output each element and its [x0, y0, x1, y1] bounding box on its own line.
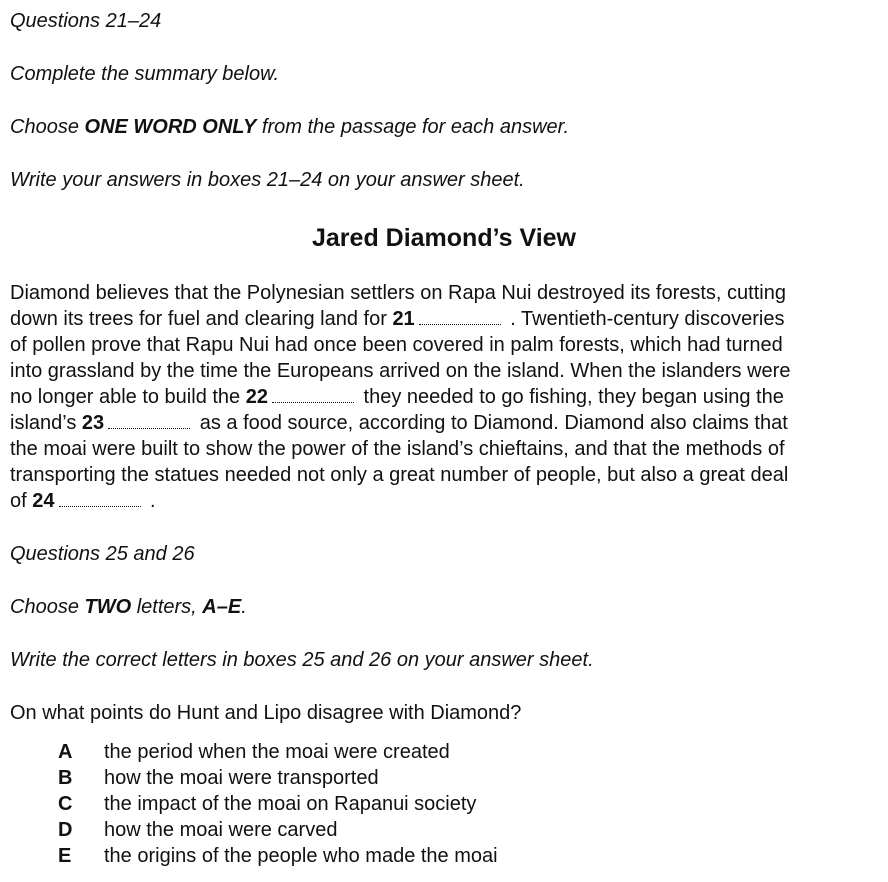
option-text: how the moai were transported	[104, 767, 379, 789]
section2-instruction-choose: Choose TWO letters, A–E.	[10, 596, 247, 618]
question-number-23: 23	[81, 412, 105, 434]
option-d[interactable]	[58, 819, 337, 842]
question-number-24: 24	[32, 490, 55, 512]
option-c[interactable]	[58, 793, 476, 816]
option-letter: D	[58, 819, 73, 841]
question-number-21: 21	[392, 308, 415, 330]
section1-instruction-choose: Choose ONE WORD ONLY from the passage for each answer.	[10, 116, 570, 138]
option-letter: A	[58, 741, 73, 763]
section1-instruction-complete: Complete the summary below.	[10, 63, 280, 85]
option-b[interactable]	[58, 767, 379, 790]
summary-paragraph: Diamond believes that the Polynesian settlers on Rapa Nui destroyed its forests, cutting down its trees for fuel and clearing land for 21 . Twentieth-century discoveries of pollen prove that Rapu Nui had once been covered in palm forests, which had turned into grassland by the time the Europeans arrived on the island. When the islanders were no longer able to build the 22 they needed to go fishing, they began using the island’s 23 as a food source, according to Diamond. Diamond also claims that the moai were built to show the power of the island’s chieftains, and that the methods of transporting the statues needed not only a great number of people, but also a great deal of 24 .	[10, 282, 791, 512]
option-e[interactable]	[58, 845, 498, 868]
section1-instruction-write: Write your answers in boxes 21–24 on your answer sheet.	[10, 169, 525, 191]
answer-blank-23[interactable]	[108, 416, 190, 429]
option-letter: B	[58, 767, 73, 789]
option-text: the period when the moai were created	[104, 741, 450, 763]
option-a[interactable]	[58, 741, 450, 764]
section2-question: On what points do Hunt and Lipo disagree with Diamond?	[10, 702, 522, 724]
question-number-22: 22	[245, 386, 268, 408]
section2-instruction-write: Write the correct letters in boxes 25 and 26 on your answer sheet.	[10, 649, 594, 671]
answer-blank-22[interactable]	[272, 390, 354, 403]
summary-title: Jared Diamond’s View	[312, 224, 576, 252]
option-text: how the moai were carved	[104, 819, 338, 841]
option-letter: C	[58, 793, 73, 815]
option-text: the impact of the moai on Rapanui society	[104, 793, 477, 815]
answer-blank-24[interactable]	[59, 494, 141, 507]
answer-blank-21[interactable]	[419, 312, 501, 325]
section2-heading: Questions 25 and 26	[10, 543, 195, 565]
option-letter: E	[58, 845, 72, 867]
section1-heading: Questions 21–24	[10, 10, 162, 32]
option-text: the origins of the people who made the moai	[104, 845, 498, 867]
